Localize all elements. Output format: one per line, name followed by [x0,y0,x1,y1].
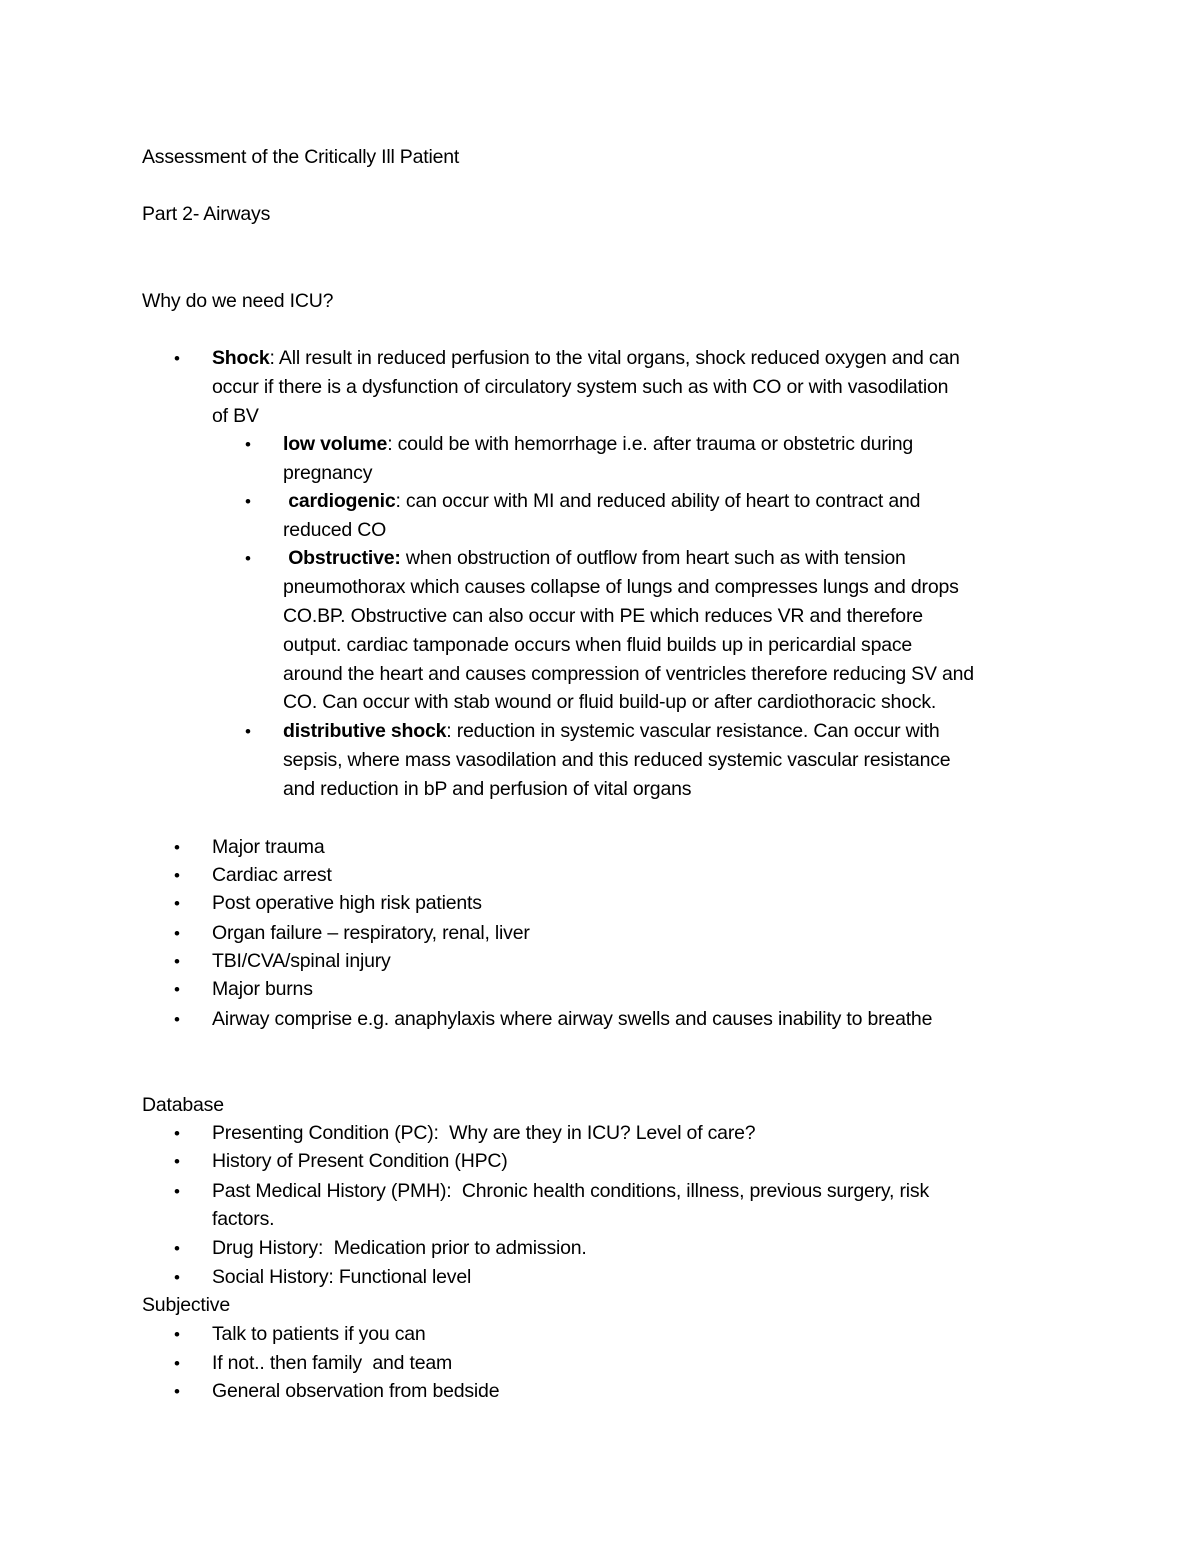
low-volume-line-1 [283,430,913,459]
bullet-icon: • [174,1382,180,1401]
obstructive-line-2: pneumothorax which causes collapse of lungs and compresses lungs and drops [283,576,959,598]
list-item: Major trauma [212,836,325,858]
list-item: If not.. then family and team [212,1352,453,1374]
bullet-icon: • [174,1124,180,1143]
database-heading: Database [142,1094,224,1116]
bullet-icon: • [245,435,251,454]
distributive-line-2: sepsis, where mass vasodilation and this reduced systemic vascular resistance [283,749,951,771]
bullet-icon: • [174,980,180,999]
bullet-icon: • [174,1152,180,1171]
bullet-icon: • [174,349,180,368]
list-item: Cardiac arrest [212,864,332,886]
shock-line-3: of BV [212,405,259,427]
distributive-text: : reduction in systemic vascular resistance. Can occur with [446,720,940,742]
obstructive-line-6: CO. Can occur with stab wound or fluid build-up or after cardiothoracic shock. [283,691,937,713]
list-item: General observation from bedside [212,1380,500,1402]
list-item: Past Medical History (PMH): Chronic health conditions, illness, previous surgery, risk [212,1180,929,1202]
obstructive-text: when obstruction of outflow from heart such as with tension [400,547,906,569]
bullet-icon: • [174,1239,180,1258]
bullet-icon: • [245,492,251,511]
cardiogenic-line-2: reduced CO [283,519,387,541]
subjective-heading: Subjective [142,1294,230,1316]
part-heading: Part 2- Airways [142,203,271,225]
distributive-term: distributive shock [283,720,447,742]
cardiogenic-line-1 [283,487,920,516]
bullet-icon: • [174,1354,180,1373]
low-volume-term: low volume [283,433,388,455]
obstructive-line-1 [283,544,906,573]
bullet-icon: • [245,722,251,741]
list-item-continuation: factors. [212,1208,275,1230]
why-icu-heading: Why do we need ICU? [142,290,334,312]
distributive-line-3: and reduction in bP and perfusion of vital organs [283,778,692,800]
bullet-icon: • [174,1010,180,1029]
obstructive-line-5: around the heart and causes compression of ventricles therefore reducing SV and [283,663,974,685]
list-item: Post operative high risk patients [212,892,482,914]
bullet-icon: • [174,1182,180,1201]
cardiogenic-text: : can occur with MI and reduced ability of heart to contract and [395,490,921,512]
list-item: Talk to patients if you can [212,1323,426,1345]
bullet-icon: • [245,549,251,568]
distributive-line-1 [283,717,940,746]
list-item: TBI/CVA/spinal injury [212,950,391,972]
document-title: Assessment of the Critically Ill Patient [142,146,460,168]
shock-line-1 [212,344,960,373]
low-volume-text: : could be with hemorrhage i.e. after trauma or obstetric during [387,433,914,455]
list-item: Social History: Functional level [212,1266,472,1288]
bullet-icon: • [174,952,180,971]
obstructive-term: Obstructive: [283,547,401,569]
bullet-icon: • [174,1325,180,1344]
list-item: Major burns [212,978,313,1000]
list-item: History of Present Condition (HPC) [212,1150,508,1172]
list-item: Drug History: Medication prior to admission. [212,1237,587,1259]
obstructive-line-3: CO.BP. Obstructive can also occur with PE which reduces VR and therefore [283,605,923,627]
bullet-icon: • [174,1268,180,1287]
bullet-icon: • [174,838,180,857]
list-item: Organ failure – respiratory, renal, liver [212,922,530,944]
shock-term: Shock [212,347,270,369]
shock-line-2: occur if there is a dysfunction of circulatory system such as with CO or with vasodilation [212,376,949,398]
shock-text: : All result in reduced perfusion to the vital organs, shock reduced oxygen and can [269,347,960,369]
obstructive-line-4: output. cardiac tamponade occurs when fluid builds up in pericardial space [283,634,913,656]
low-volume-line-2: pregnancy [283,462,373,484]
cardiogenic-term: cardiogenic [283,490,396,512]
list-item: Airway comprise e.g. anaphylaxis where airway swells and causes inability to breathe [212,1008,933,1030]
list-item: Presenting Condition (PC): Why are they in ICU? Level of care? [212,1122,756,1144]
bullet-icon: • [174,924,180,943]
bullet-icon: • [174,894,180,913]
bullet-icon: • [174,866,180,885]
